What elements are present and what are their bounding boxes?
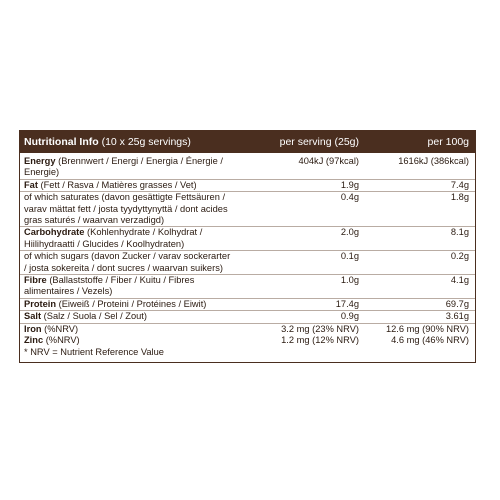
nutrient-label xyxy=(20,192,237,226)
per-100g-value: 69.7g xyxy=(445,298,469,309)
per-100g-value: 4.1g xyxy=(450,275,469,286)
table-row xyxy=(20,191,475,226)
per-100g-value: 12.6 mg (90% NRV) xyxy=(385,323,469,334)
nutrient-translations: of which sugars (davon Zucker / varav sockerarter / josta sokereita / dont sucres / waarvan suikers) xyxy=(24,251,231,273)
table-row xyxy=(20,335,475,346)
table-row xyxy=(20,250,475,274)
nutrient-translations: (Kohlenhydrate / Kolhydrat / Hiilihydraatti / Glucides / Koolhydraten) xyxy=(24,227,203,249)
nutrient-translations: (Eiweiß / Proteini / Protéines / Eiwit) xyxy=(56,298,207,309)
nutrient-name: Salt xyxy=(24,311,42,322)
table-header xyxy=(20,131,475,153)
table-row xyxy=(20,298,475,310)
per-serving-value: 0.1g xyxy=(340,251,359,262)
nutrient-name: Fat xyxy=(24,179,38,190)
nutrient-name: Protein xyxy=(24,298,57,309)
nutrient-name: Carbohydrate xyxy=(24,227,85,238)
per-serving-value: 2.0g xyxy=(340,227,359,238)
per-serving-value: 1.0g xyxy=(340,275,359,286)
nutrient-label xyxy=(20,311,237,322)
header-per-serving: per serving (25g) xyxy=(279,136,359,148)
nutrient-label xyxy=(20,275,237,298)
per-serving-value: 0.4g xyxy=(340,192,359,203)
per-serving-value: 1.2 mg (12% NRV) xyxy=(281,335,359,346)
footnote: * NRV = Nutrient Reference Value xyxy=(24,346,164,357)
nutrient-label xyxy=(20,335,237,346)
table-body xyxy=(20,153,475,347)
nutrient-label xyxy=(20,180,237,191)
nutrient-name: Iron xyxy=(24,323,42,334)
per-serving-value: 17.4g xyxy=(335,298,359,309)
nutrient-translations: (%NRV) xyxy=(43,335,80,346)
nutrient-name: Fibre xyxy=(24,275,47,286)
per-100g-value: 1.8g xyxy=(450,192,469,203)
nutrient-label xyxy=(20,324,237,335)
nutrient-translations: (Salz / Suola / Sel / Zout) xyxy=(41,311,147,322)
nutrient-translations: of which saturates (davon gesättigte Fettsäuren / varav mättat fett / josta tyydyttynyttä / dont acides gras saturés / waarvan verzadigd) xyxy=(24,192,228,226)
table-row xyxy=(20,179,475,191)
header-title-bold: Nutritional Info xyxy=(24,136,99,148)
per-serving-value: 1.9g xyxy=(340,179,359,190)
table-row xyxy=(20,310,475,322)
header-title xyxy=(20,136,237,148)
per-100g-value: 1616kJ (386kcal) xyxy=(398,156,469,166)
table-row xyxy=(20,323,475,335)
nutrient-label xyxy=(20,299,237,310)
nutrition-table xyxy=(19,130,476,363)
nutrient-label xyxy=(20,251,237,274)
table-row xyxy=(20,156,475,179)
per-100g-value: 8.1g xyxy=(450,227,469,238)
nutrient-label xyxy=(20,227,237,250)
nutrient-translations: (Ballaststoffe / Fiber / Kuitu / Fibres alimentaires / Vezels) xyxy=(24,275,195,297)
nutrient-label xyxy=(20,156,237,179)
table-row xyxy=(20,274,475,298)
per-100g-value: 0.2g xyxy=(450,251,469,262)
nutrient-name: Zinc xyxy=(24,335,44,346)
header-per-100g: per 100g xyxy=(427,136,469,148)
header-title-rest: (10 x 25g servings) xyxy=(98,136,191,148)
per-100g-value: 7.4g xyxy=(450,179,469,190)
nutrient-translations: (Fett / Rasva / Matières grasses / Vet) xyxy=(37,179,197,190)
table-row xyxy=(20,226,475,250)
nutrient-translations: (Brennwert / Energi / Energia / Énergie / Energie) xyxy=(24,156,223,178)
per-100g-value: 3.61g xyxy=(445,311,469,322)
per-serving-value: 404kJ (97kcal) xyxy=(298,156,359,166)
nutrient-translations: (%NRV) xyxy=(41,323,79,334)
per-serving-value: 0.9g xyxy=(340,311,359,322)
per-serving-value: 3.2 mg (23% NRV) xyxy=(281,323,359,334)
nutrient-name: Energy xyxy=(24,156,56,166)
per-100g-value: 4.6 mg (46% NRV) xyxy=(391,335,469,346)
